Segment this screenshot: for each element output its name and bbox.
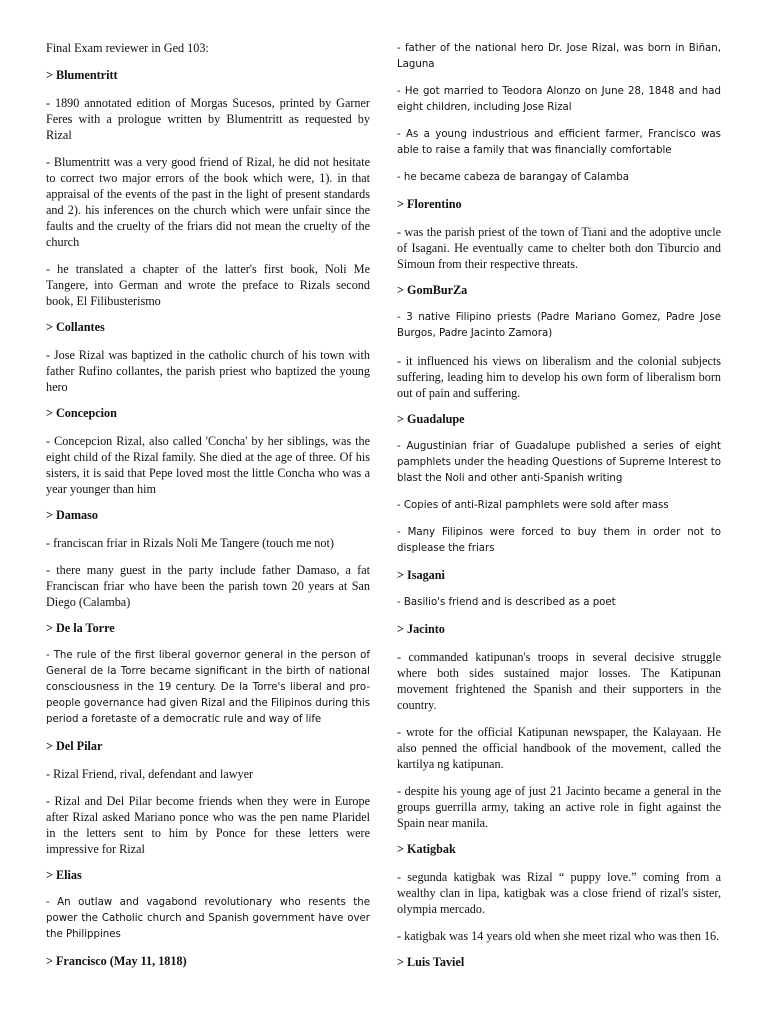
entry-paragraph: - Many Filipinos were forced to buy them in order not to displease the friars bbox=[397, 527, 721, 554]
entry-paragraph: - despite his young age of just 21 Jacinto became a general in the groups guerrilla army, taking an active role in fight against the Spain near manila. bbox=[397, 784, 721, 830]
entry-paragraph: - As a young industrious and efficient farmer, Francisco was able to raise a family that was financially comfortable bbox=[397, 129, 721, 156]
entry-paragraph: - An outlaw and vagabond revolutionary who resents the power the Catholic church and Spanish government have over the Philippines bbox=[46, 897, 370, 940]
reviewer-entry bbox=[397, 842, 721, 944]
entry-paragraph: - The rule of the first liberal governor general in the person of General de la Torre became significant in the birth of national consciousness in the 19 century. De la Torre's liberal and pro-people governance had given Rizal and the Filipinos during this period a foretaste of a democratic rule and way of life bbox=[46, 650, 370, 725]
left-column bbox=[46, 41, 370, 981]
entry-paragraph: - it influenced his views on liberalism and the colonial subjects suffering, leading him to develop his own form of liberalism born out of pain and suffering. bbox=[397, 354, 721, 400]
reviewer-entry bbox=[46, 868, 370, 943]
entry-heading: > Francisco (May 11, 1818) bbox=[46, 954, 187, 968]
entry-paragraph: - katigbak was 14 years old when she meet rizal who was then 16. bbox=[397, 929, 720, 943]
entry-paragraph: - Jose Rizal was baptized in the catholic church of his town with father Rufino collantes, the parish priest who baptized the young hero bbox=[46, 348, 370, 394]
entry-paragraph: - commanded katipunan's troops in several decisive struggle where both sides sustained major losses. The Katipunan movement frightened the Spanish and their supporters in the country. bbox=[397, 650, 721, 712]
entry-paragraph: - He got married to Teodora Alonzo on June 28, 1848 and had eight children, including Jose Rizal bbox=[397, 86, 721, 113]
reviewer-entry bbox=[46, 954, 370, 969]
entry-paragraph: - Copies of anti-Rizal pamphlets were sold after mass bbox=[397, 500, 669, 511]
entry-heading: > Damaso bbox=[46, 508, 98, 522]
entry-heading: > Blumentritt bbox=[46, 68, 118, 82]
entry-paragraph: - Rizal Friend, rival, defendant and lawyer bbox=[46, 767, 254, 781]
entry-paragraph: - Rizal and Del Pilar become friends when they were in Europe after Rizal asked Mariano ponce who was the pen name Plaridel in the letters sent to him by Ponce for these letters were impressive for Rizal bbox=[46, 794, 370, 856]
entry-heading: > Concepcion bbox=[46, 406, 117, 420]
left-entries bbox=[46, 68, 370, 969]
entry-paragraph: - wrote for the official Katipunan newspaper, the Kalayaan. He also penned the official handbook of the movement, called the kartilya ng katipunan. bbox=[397, 725, 721, 771]
entry-paragraph: - 1890 annotated edition of Morgas Sucesos, printed by Garner Feres with a prologue written by Blumentritt as requested by Rizal bbox=[46, 96, 370, 142]
entry-heading: > Collantes bbox=[46, 320, 105, 334]
reviewer-entry bbox=[397, 412, 721, 557]
right-entries bbox=[397, 41, 721, 970]
entry-paragraph: - Basilio's friend and is described as a poet bbox=[397, 597, 616, 608]
entry-paragraph: - there many guest in the party include father Damaso, a fat Franciscan friar who have been the parish town 20 years at San Diego (Calamba) bbox=[46, 563, 370, 609]
entry-heading: > GomBurZa bbox=[397, 283, 468, 297]
entry-paragraph: - he became cabeza de barangay of Calamba bbox=[397, 172, 629, 183]
document-title: Final Exam reviewer in Ged 103: bbox=[46, 41, 209, 55]
reviewer-entry bbox=[46, 508, 370, 610]
reviewer-entry bbox=[397, 197, 721, 272]
reviewer-entry bbox=[46, 320, 370, 395]
entry-heading: > Jacinto bbox=[397, 622, 445, 636]
entry-paragraph: - Concepcion Rizal, also called 'Concha' by her siblings, was the eight child of the Rizal family. She died at the age of three. Of his sisters, it is said that Pepe loved most the little Concha who was a year younger than him bbox=[46, 434, 370, 496]
entry-paragraph: - Blumentritt was a very good friend of Rizal, he did not hesitate to correct two major errors of the book which were, 1). in that appraisal of the events of the past in the light of present standards and 2). his inferences on the church which were unfair since the faults and the cruelty of the friars did not mean the cruelty of the church bbox=[46, 155, 370, 249]
entry-heading: > Katigbak bbox=[397, 842, 456, 856]
entry-heading: > Luis Taviel bbox=[397, 955, 465, 969]
entry-paragraph: - 3 native Filipino priests (Padre Mariano Gomez, Padre Jose Burgos, Padre Jacinto Zamora) bbox=[397, 312, 721, 339]
entry-heading: > Florentino bbox=[397, 197, 462, 211]
entry-paragraph: - he translated a chapter of the latter's first book, Noli Me Tangere, into German and wrote the preface to Rizals second book, El Filibusterismo bbox=[46, 262, 370, 308]
reviewer-entry bbox=[397, 955, 721, 970]
entry-heading: > Guadalupe bbox=[397, 412, 465, 426]
entry-heading: > Elias bbox=[46, 868, 82, 882]
entry-paragraph: - segunda katigbak was Rizal “ puppy love.” coming from a wealthy clan in lipa, katigbak was a close friend of rizal's sister, olympia mercado. bbox=[397, 870, 721, 916]
reviewer-entry bbox=[397, 568, 721, 611]
reviewer-entry bbox=[46, 621, 370, 728]
entry-heading: > De la Torre bbox=[46, 621, 115, 635]
reviewer-entry bbox=[397, 283, 721, 401]
entry-paragraph: - franciscan friar in Rizals Noli Me Tangere (touch me not) bbox=[46, 536, 334, 550]
reviewer-entry bbox=[46, 68, 370, 309]
entry-paragraph: - was the parish priest of the town of Tiani and the adoptive uncle of Isagani. He eventually came to chelter both don Tiburcio and Simoun from their respective threats. bbox=[397, 225, 721, 271]
entry-heading: > Del Pilar bbox=[46, 739, 103, 753]
reviewer-entry bbox=[46, 406, 370, 497]
reviewer-entry bbox=[397, 41, 721, 186]
entry-paragraph: - father of the national hero Dr. Jose Rizal, was born in Biñan, Laguna bbox=[397, 43, 721, 70]
entry-paragraph: - Augustinian friar of Guadalupe published a series of eight pamphlets under the heading Questions of Supreme Interest to blast the Noli and other anti-Spanish writing bbox=[397, 441, 721, 484]
entry-heading: > Isagani bbox=[397, 568, 445, 582]
reviewer-entry bbox=[397, 622, 721, 831]
reviewer-entry bbox=[46, 739, 370, 857]
right-column bbox=[397, 41, 721, 982]
